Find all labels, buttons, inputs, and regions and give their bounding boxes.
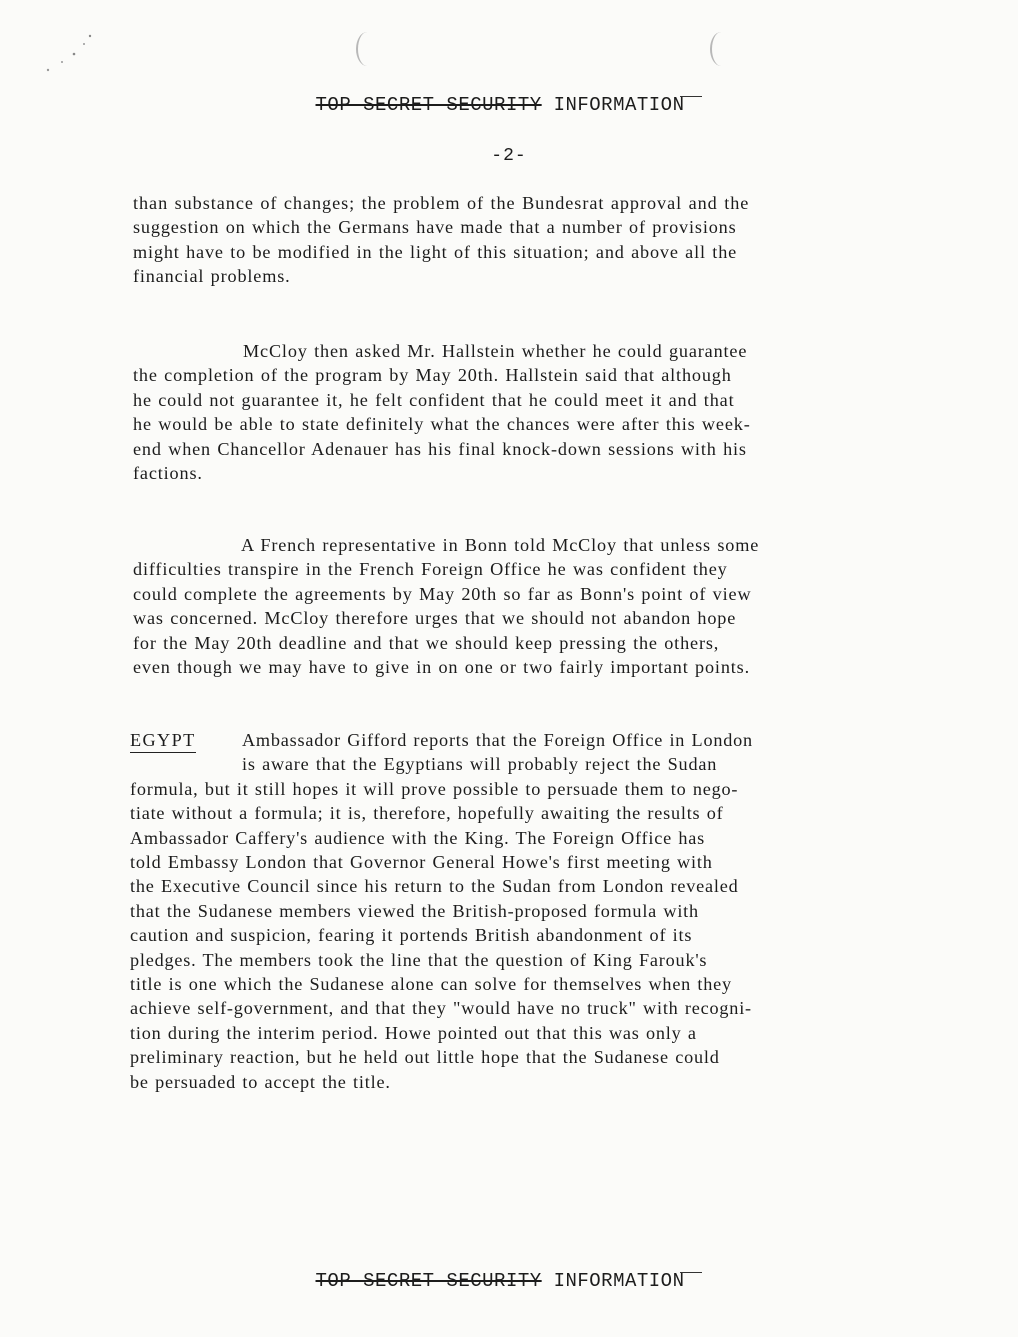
punch-hole-right [710,32,732,66]
punch-hole-left [356,32,378,66]
text-line: for the May 20th deadline and that we should keep pressing the others, [133,632,720,653]
paragraph-bundesrat [133,191,749,289]
classification-underline [680,96,702,97]
text-line: told Embassy London that Governor General Howe's first meeting with [130,852,713,873]
classification-text: INFORMATION [553,1270,685,1292]
top-classification-marking [0,94,1018,116]
text-line: financial problems. [133,266,291,287]
text-line: tiate without a formula; it is, therefore, hopefully awaiting the results of [130,803,724,824]
text-line: end when Chancellor Adenauer has his final knock-down sessions with his [133,438,747,459]
page-number: -2- [491,146,527,166]
classification-struck-text: TOP SECRET SECURITY [315,1270,542,1292]
scan-specks [40,30,110,80]
text-line: than substance of changes; the problem of the Bundesrat approval and the [133,193,750,213]
text-line: A French representative in Bonn told McCloy that unless some [241,535,760,555]
text-line: be persuaded to accept the title. [130,1071,391,1092]
text-line: was concerned. McCloy therefore urges that we should not abandon hope [133,608,737,629]
classification-struck-text: TOP SECRET SECURITY [315,94,542,116]
text-line: pledges. The members took the line that the question of King Farouk's [130,949,708,970]
text-line: he could not guarantee it, he felt confident that he could meet it and that [133,389,735,410]
text-line: formula, but it still hopes it will prove possible to persuade them to nego- [130,778,739,799]
text-line: Ambassador Gifford reports that the Foreign Office in London [242,730,753,750]
text-line: is aware that the Egyptians will probably reject the Sudan [242,754,718,775]
text-line: Ambassador Caffery's audience with the King. The Foreign Office has [130,827,705,848]
text-line: McCloy then asked Mr. Hallstein whether he could guarantee [243,341,748,361]
classification-underline [680,1272,702,1273]
text-line: the Executive Council since his return to the Sudan from London revealed [130,876,739,897]
text-line: suggestion on which the Germans have made that a number of provisions [133,217,737,238]
text-line: might have to be modified in the light of this situation; and above all the [133,241,738,262]
text-line: tion during the interim period. Howe pointed out that this was only a [130,1022,697,1043]
text-line: factions. [133,463,203,484]
paragraph-mccloy-hallstein [133,339,751,485]
text-line: preliminary reaction, but he held out little hope that the Sudanese could [130,1047,720,1068]
paragraph-french-representative [133,533,759,679]
text-line: achieve self-government, and that they "would have no truck" with recogni- [130,998,752,1019]
classification-text: INFORMATION [553,94,685,116]
paragraph-egypt [130,728,753,1094]
text-line: could complete the agreements by May 20th so far as Bonn's point of view [133,583,752,604]
section-heading-egypt: EGYPT [130,728,196,753]
text-line: that the Sudanese members viewed the British-proposed formula with [130,900,699,921]
text-line: he would be able to state definitely what the chances were after this week- [133,414,751,435]
text-line: even though we may have to give in on one or two fairly important points. [133,657,751,678]
text-line: title is one which the Sudanese alone can solve for themselves when they [130,974,732,995]
bottom-classification-marking [0,1270,1018,1292]
text-line: difficulties transpire in the French Foreign Office he was confident they [133,559,728,580]
text-line: the completion of the program by May 20th. Hallstein said that although [133,365,732,386]
text-line: caution and suspicion, fearing it portends British abandonment of its [130,925,693,946]
